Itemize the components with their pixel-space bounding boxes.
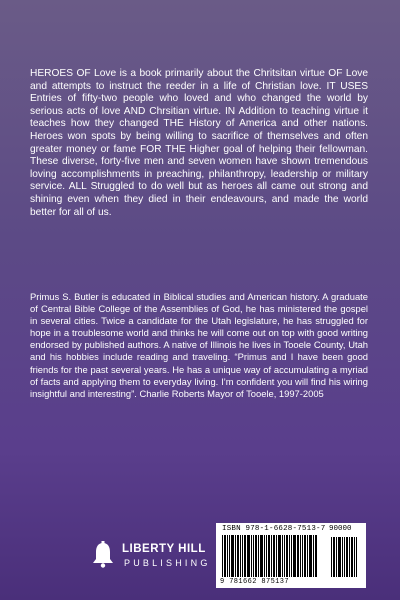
publisher-subtitle: PUBLISHING bbox=[124, 558, 211, 568]
publisher-name: LIBERTY HILL bbox=[122, 543, 206, 555]
ean-barcode-bars bbox=[222, 535, 324, 577]
author-bio: Primus S. Butler is educated in Biblical studies and American history. A graduate of Central Bible College of the Assemblies of God, he has ministered the gospel in several cities. Twice a candidate for the Utah legislature, he has struggled for hope in a troublesome world and thinks he will come out on top with good writing endorsed by published authors. A native of Illinois he lives in Tooele County, Utah and his hobbies include reading and traveling. “Primus and I have been good friends for the past several years. He has a unique way of accumulating a myriad of facts and applying them to everyday living. I’m confident you will find his wiring insightful and interesting”. Charlie Roberts Mayor of Tooele, 1997-2005 bbox=[30, 291, 368, 399]
price-code: 90000 bbox=[329, 525, 352, 533]
isbn-text: ISBN 978-1-6628-7513-7 bbox=[222, 525, 326, 533]
liberty-bell-icon bbox=[88, 540, 118, 570]
ean-digits: 9 781662 875137 bbox=[220, 578, 290, 586]
addon-barcode-bars bbox=[331, 537, 361, 577]
publisher-logo bbox=[88, 540, 228, 578]
book-description: HEROES OF Love is a book primarily about the Chritsitan virtue OF Love and attempts to instruct the reeder in a life of Christian love. IT USES Entries of fifty-two people who loved and who changed the world by serious acts of love AND Chrsitian virtue. IN Addition to teaching virtue it teaches how they changed THE History of America and other nations. Heroes won spots by being willing to sacrifice of themselves and often greater money or fame FOR THE Higher goal of helping their fellowman. These diverse, forty-five men and seven women have shown tremendous loving accomplishments in preaching, philanthropy, leadership or military service. ALL Struggled to do well but as heroes all came out strong and shining even when they died in their endeavours, and made the world better for all of us. bbox=[30, 68, 368, 218]
isbn-barcode bbox=[216, 523, 366, 588]
